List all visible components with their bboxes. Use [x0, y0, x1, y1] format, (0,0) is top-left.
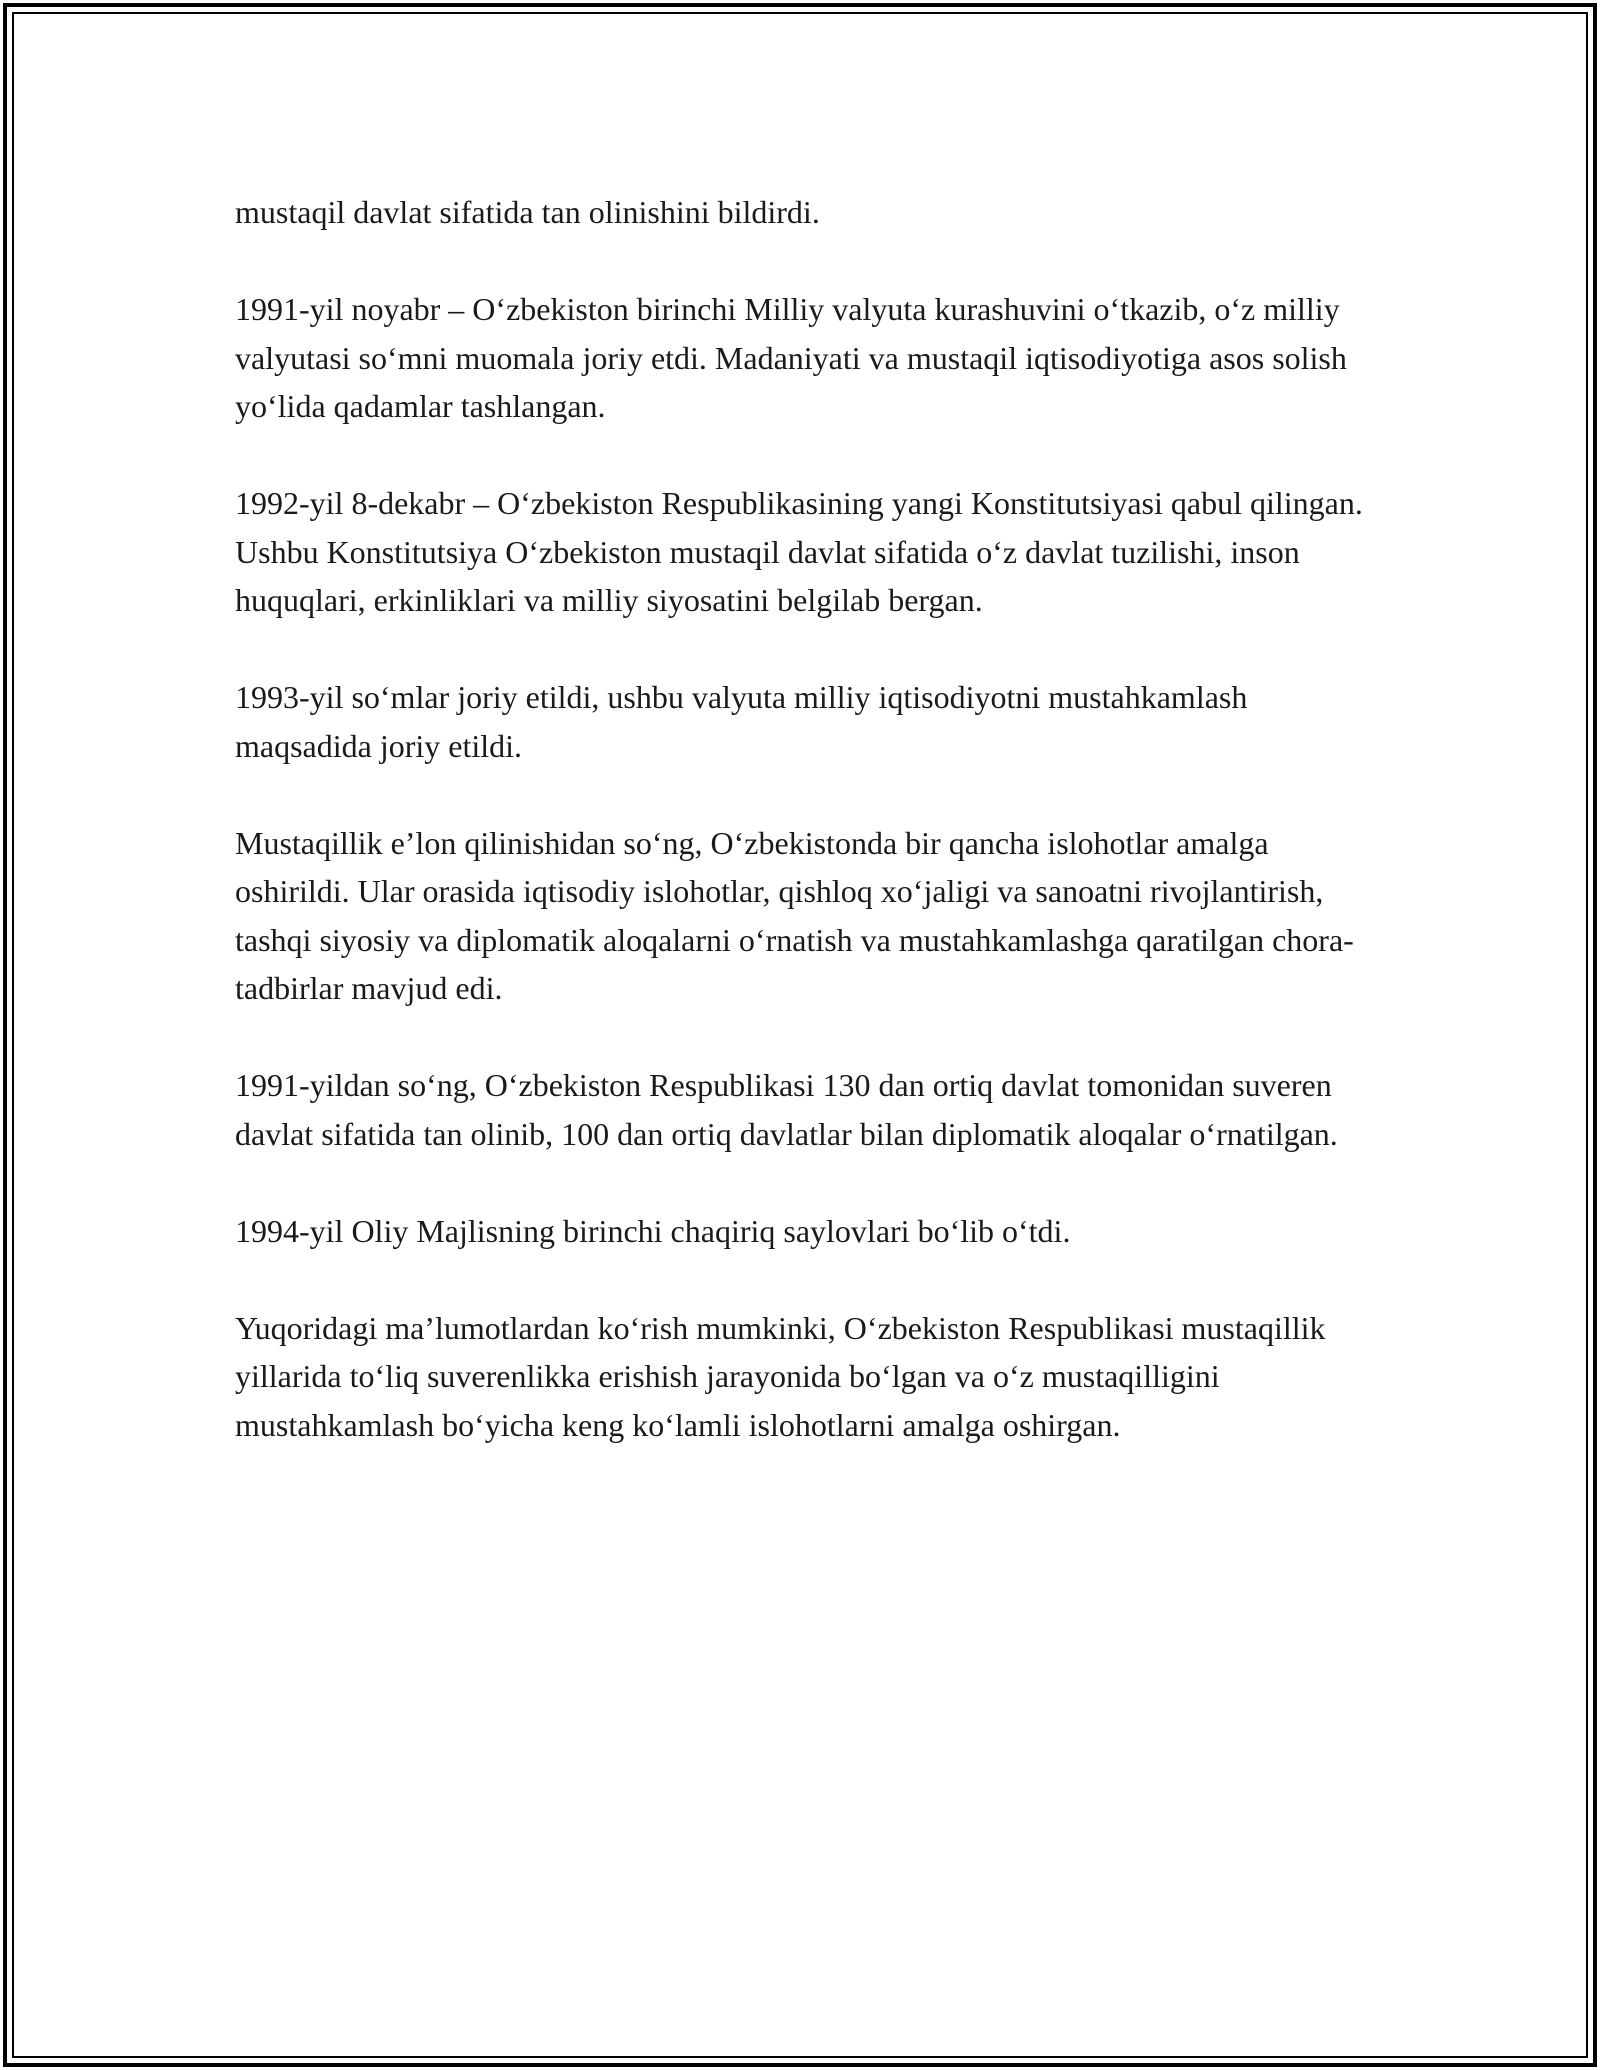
paragraph-conclusion: Yuqoridagi ma’lumotlardan ko‘rish mumkinki, O‘zbekiston Respublikasi mustaqillik yillarida to‘liq suverenlikka erishish jarayonida bo‘lgan va o‘z mustaqilligini mustahkamlash bo‘yicha keng ko‘lamli islohotlarni amalga oshirgan.	[235, 1309, 1326, 1443]
paragraph-recognition-continuation: mustaqil davlat sifatida tan olinishini bildirdi.	[235, 194, 820, 230]
document-body	[235, 188, 1385, 1449]
paragraph-diplomatic-recognition: 1991-yildan so‘ng, O‘zbekiston Respublikasi 130 dan ortiq davlat tomonidan suveren davlat sifatida tan olinib, 100 dan ortiq davlatlar bilan diplomatik aloqalar o‘rnatilgan.	[235, 1067, 1338, 1152]
paragraph-1993-som: 1993-yil so‘mlar joriy etildi, ushbu valyuta milliy iqtisodiyotni mustahkamlash maqsadida joriy etildi.	[235, 679, 1248, 764]
paragraph-reforms: Mustaqillik e’lon qilinishidan so‘ng, O‘zbekistonda bir qancha islohotlar amalga oshirildi. Ular orasida iqtisodiy islohotlar, qishloq xo‘jaligi va sanoatni rivojlantirish, tashqi siyosiy va diplomatik aloqalarni o‘rnatish va mustahkamlashga qaratilgan chora-tadbirlar mavjud edi.	[235, 824, 1354, 1006]
paragraph-1992-constitution: 1992-yil 8-dekabr – O‘zbekiston Respublikasining yangi Konstitutsiyasi qabul qilingan. Ushbu Konstitutsiya O‘zbekiston mustaqil davlat sifatida o‘z davlat tuzilishi, inson huquqlari, erkinliklari va milliy siyosatini belgilab bergan.	[235, 485, 1363, 618]
paragraph-1994-elections: 1994-yil Oliy Majlisning birinchi chaqiriq saylovlari bo‘lib o‘tdi.	[235, 1212, 1071, 1249]
paragraph-1991-currency: 1991-yil noyabr – O‘zbekiston birinchi Milliy valyuta kurashuvini o‘tkazib, o‘z milliy valyutasi so‘mni muomala joriy etdi. Madaniyati va mustaqil iqtisodiyotiga asos solish yo‘lida qadamlar tashlangan.	[235, 291, 1347, 424]
